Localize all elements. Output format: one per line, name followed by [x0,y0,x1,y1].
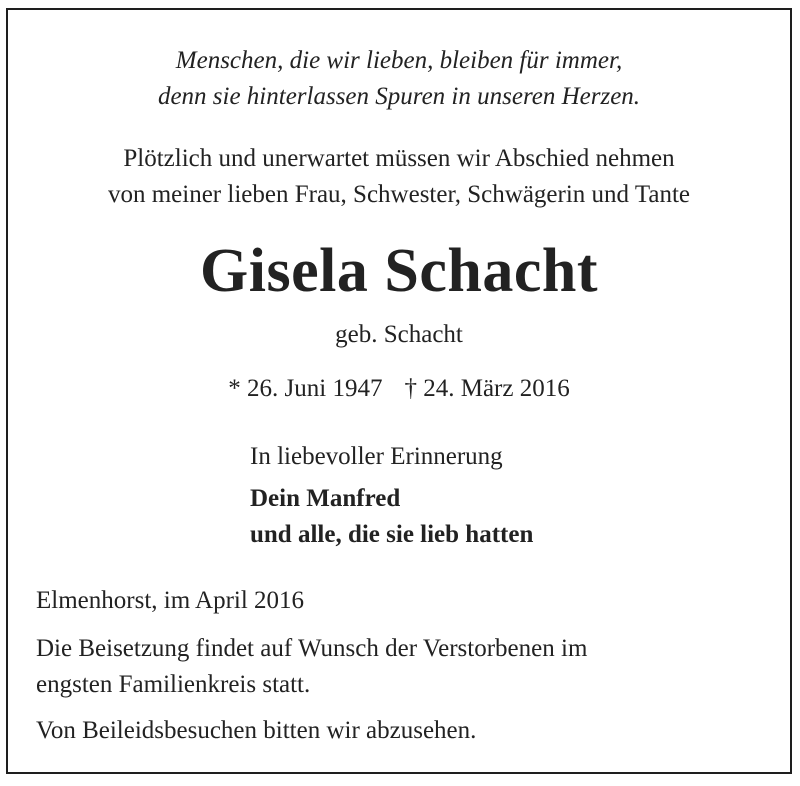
mourners-intro: In liebevoller Erinnerung [250,443,503,470]
life-dates [8,374,790,404]
announcement-line-2: von meiner lieben Frau, Schwester, Schwägerin und Tante [107,181,691,208]
mourners-others: und alle, die sie lieb hatten [250,521,534,548]
motto-line-1: Menschen, die wir lieben, bleiben für immer, [175,47,623,74]
announcement-line-1: Plötzlich und unerwartet müssen wir Abschied nehmen [123,145,675,172]
obituary-frame [6,8,792,774]
maiden-name: geb. Schacht [335,321,463,348]
burial-line-2: engsten Familienkreis statt. [36,671,311,698]
place-date: Elmenhorst, im April 2016 [36,587,305,614]
deceased-name: Gisela Schacht [200,237,598,305]
mourner-primary: Dein Manfred [250,485,401,512]
motto-line-2: denn sie hinterlassen Spuren in unseren Herzen. [157,83,641,110]
death-date: † 24. März 2016 [404,375,570,402]
condolence-note: Von Beileidsbesuchen bitten wir abzusehen. [36,717,477,744]
burial-line-1: Die Beisetzung findet auf Wunsch der Verstorbenen im [36,635,588,662]
birth-date: * 26. Juni 1947 [228,375,383,402]
